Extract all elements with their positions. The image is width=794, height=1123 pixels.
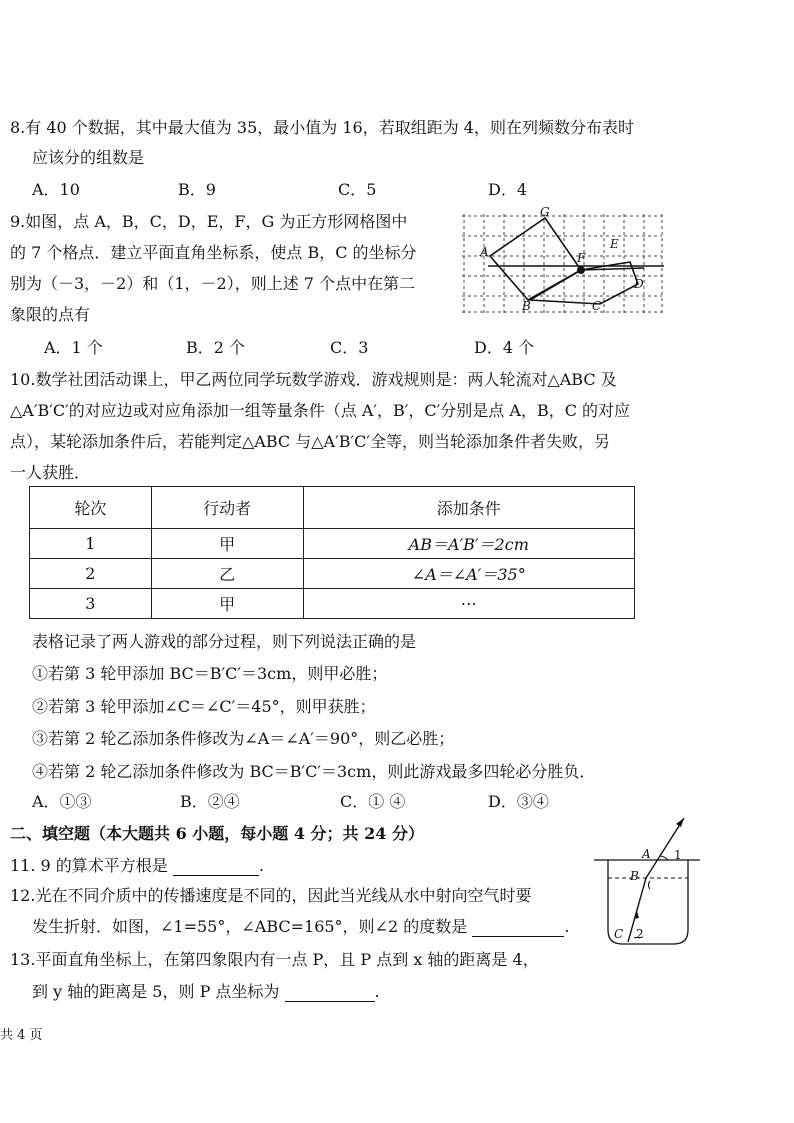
q12-end: . <box>564 917 570 936</box>
q11-end: . <box>258 856 264 875</box>
q9-label-c: C <box>592 299 602 313</box>
q10-option-a[interactable]: A．①③ <box>32 792 92 811</box>
q10-statement-2: ②若第 3 轮甲添加∠C＝∠C′＝45°，则甲获胜； <box>32 697 376 716</box>
q10-game-table <box>29 486 635 619</box>
q10-statement-1: ①若第 3 轮甲添加 BC＝B′C′＝3cm，则甲必胜； <box>32 664 388 683</box>
q12-label-1: 1 <box>674 848 682 862</box>
q12-answer-blank[interactable] <box>472 920 564 937</box>
q8-option-a[interactable]: A．10 <box>32 180 80 199</box>
q9-grid-figure <box>458 206 668 316</box>
q12-stem-line2 <box>32 917 569 937</box>
q9-label-a: A <box>480 245 489 259</box>
cell-condition: ∠A＝∠A′＝35° <box>303 559 634 589</box>
q9-stem-line1: 9.如图，点 A，B，C，D，E，F，G 为正方形网格图中 <box>10 212 408 231</box>
header-round: 轮次 <box>30 487 152 529</box>
q11-answer-blank[interactable] <box>173 859 259 876</box>
q10-statement-3: ③若第 2 轮乙添加条件修改为∠A＝∠A′＝90°，则乙必胜； <box>32 729 455 748</box>
q9-option-a[interactable]: A．1 个 <box>44 338 103 357</box>
q9-stem-line2: 的 7 个格点．建立平面直角坐标系，使点 B，C 的坐标分 <box>10 243 417 262</box>
q9-stem-line4: 象限的点有 <box>10 305 91 324</box>
q10-stem-line2: △A′B′C′的对应边或对应角添加一组等量条件（点 A′，B′，C′分别是点 A，B，C 的对应 <box>10 401 631 420</box>
cell-condition: ⋯ <box>303 589 634 619</box>
cell-round: 2 <box>30 559 152 589</box>
table-row <box>30 559 635 589</box>
q8-stem-line1: 8.有 40 个数据，其中最大值为 35，最小值为 16，若取组距为 4，则在列频数分布表时 <box>10 118 634 137</box>
q12-refraction-figure <box>590 818 710 950</box>
table-header-row <box>30 487 635 529</box>
q10-statement-4: ④若第 2 轮乙添加条件修改为 BC＝B′C′＝3cm，则此游戏最多四轮必分胜负． <box>32 762 596 781</box>
q12-label-2: 2 <box>636 927 644 941</box>
header-condition: 添加条件 <box>303 487 634 529</box>
q9-option-b[interactable]: B．2 个 <box>186 338 246 357</box>
q12-text: 发生折射．如图，∠1=55°，∠ABC=165°，则∠2 的度数是 <box>32 917 468 936</box>
q10-option-b[interactable]: B．②④ <box>180 792 240 811</box>
q8-option-d[interactable]: D．4 <box>488 180 528 199</box>
cell-actor: 甲 <box>151 529 303 559</box>
table-row <box>30 529 635 559</box>
q8-option-b[interactable]: B．9 <box>178 180 216 199</box>
q9-option-d[interactable]: D．4 个 <box>474 338 535 357</box>
q12-label-c: C <box>614 927 624 941</box>
q10-option-d[interactable]: D．③④ <box>488 792 549 811</box>
q12-label-b: B <box>630 869 639 883</box>
table-row <box>30 589 635 619</box>
q9-stem-line3: 别为（－3，－2）和（1，－2），则上述 7 个点中在第二 <box>10 274 416 293</box>
q10-intro: 表格记录了两人游戏的部分过程，则下列说法正确的是 <box>32 632 417 651</box>
cell-round: 1 <box>30 529 152 559</box>
cell-round: 3 <box>30 589 152 619</box>
q13-stem-line1: 13.平面直角坐标上，在第四象限内有一点 P，且 P 点到 x 轴的距离是 4， <box>10 950 539 969</box>
q11-stem <box>10 856 264 876</box>
q13-stem-line2 <box>32 982 380 1002</box>
q8-stem-line2: 应该分的组数是 <box>32 148 145 167</box>
page-footer: 共 4 页 <box>0 1028 43 1043</box>
q10-stem-line3: 点），某轮添加条件后，若能判定△ABC 与△A′B′C′全等，则当轮添加条件者失败，另 <box>10 432 611 451</box>
cell-actor: 甲 <box>151 589 303 619</box>
q9-label-g: G <box>540 205 550 219</box>
q13-answer-blank[interactable] <box>285 985 375 1002</box>
cell-actor: 乙 <box>151 559 303 589</box>
q8-option-c[interactable]: C．5 <box>338 180 377 199</box>
q9-option-c[interactable]: C．3 <box>330 338 369 357</box>
q10-option-c[interactable]: C．① ④ <box>340 792 406 811</box>
section-2-heading: 二、填空题（本大题共 6 小题，每小题 4 分；共 24 分） <box>10 824 424 843</box>
q9-label-b: B <box>522 299 531 313</box>
q10-stem-line1: 10.数学社团活动课上，甲乙两位同学玩数学游戏．游戏规则是：两人轮流对△ABC 及 <box>10 370 617 389</box>
q13-end: . <box>374 982 380 1001</box>
q12-stem-line1: 12.光在不同介质中的传播速度是不同的，因此当光线从水中射向空气时要 <box>10 886 532 905</box>
q12-label-a: A <box>642 847 651 861</box>
q10-stem-line4: 一人获胜． <box>10 463 91 482</box>
q9-label-f: F <box>577 251 586 265</box>
q9-label-d: D <box>634 277 644 291</box>
header-actor: 行动者 <box>151 487 303 529</box>
q11-text: 11. 9 的算术平方根是 <box>10 856 168 875</box>
cell-condition: AB＝A′B′＝2cm <box>303 529 634 559</box>
q13-text: 到 y 轴的距离是 5，则 P 点坐标为 <box>32 982 280 1001</box>
q9-label-e: E <box>610 237 619 251</box>
